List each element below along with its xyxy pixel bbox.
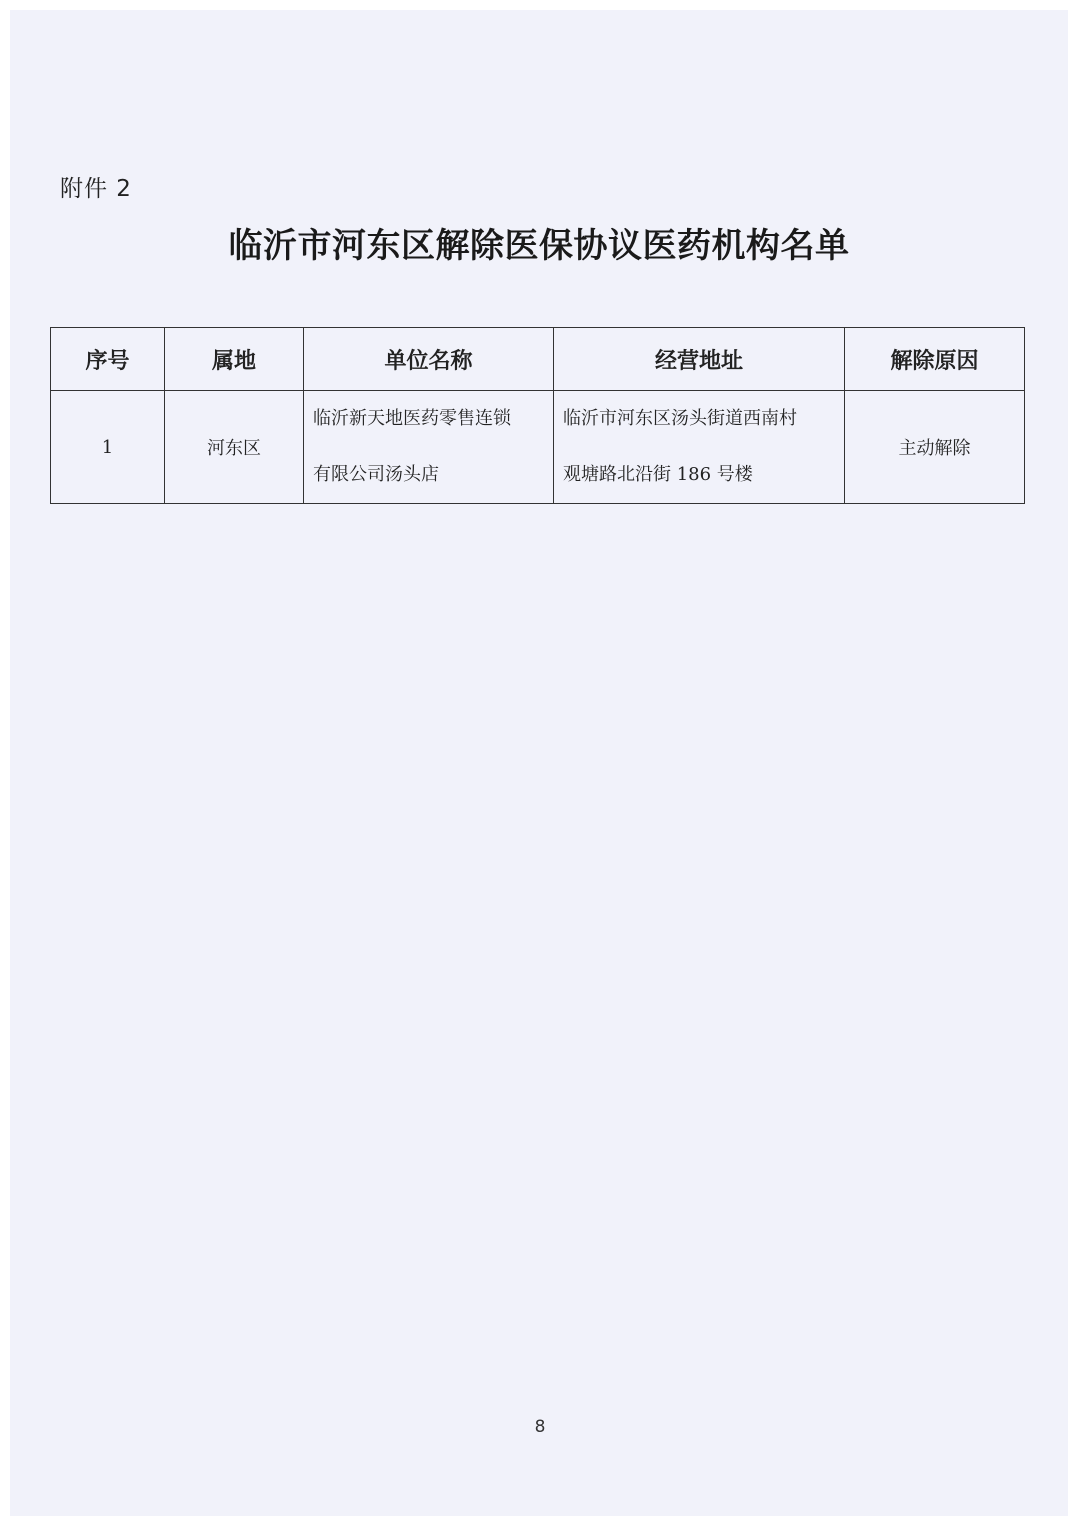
address-line-1: 临沂市河东区汤头街道西南村 xyxy=(563,408,797,429)
cell-reason: 主动解除 xyxy=(845,391,1025,504)
cell-district: 河东区 xyxy=(165,391,304,504)
document-page xyxy=(10,10,1068,1516)
page-number: 8 xyxy=(534,1417,546,1437)
unit-name-line-1: 临沂新天地医药零售连锁 xyxy=(313,408,511,429)
cell-index: 1 xyxy=(51,391,165,504)
header-reason: 解除原因 xyxy=(845,328,1025,391)
header-unit-name: 单位名称 xyxy=(304,328,554,391)
header-index: 序号 xyxy=(51,328,165,391)
header-district: 属地 xyxy=(165,328,304,391)
attachment-label: 附件 2 xyxy=(60,176,132,202)
table-header-row xyxy=(51,328,1025,391)
cell-unit-name xyxy=(304,391,554,504)
institution-table xyxy=(50,327,1025,504)
unit-name-line-2: 有限公司汤头店 xyxy=(313,464,439,485)
cell-address xyxy=(554,391,845,504)
address-line-2: 观塘路北沿街 186 号楼 xyxy=(563,464,753,485)
document-title: 临沂市河东区解除医保协议医药机构名单 xyxy=(228,226,850,266)
header-address: 经营地址 xyxy=(554,328,845,391)
table-row xyxy=(51,391,1025,504)
